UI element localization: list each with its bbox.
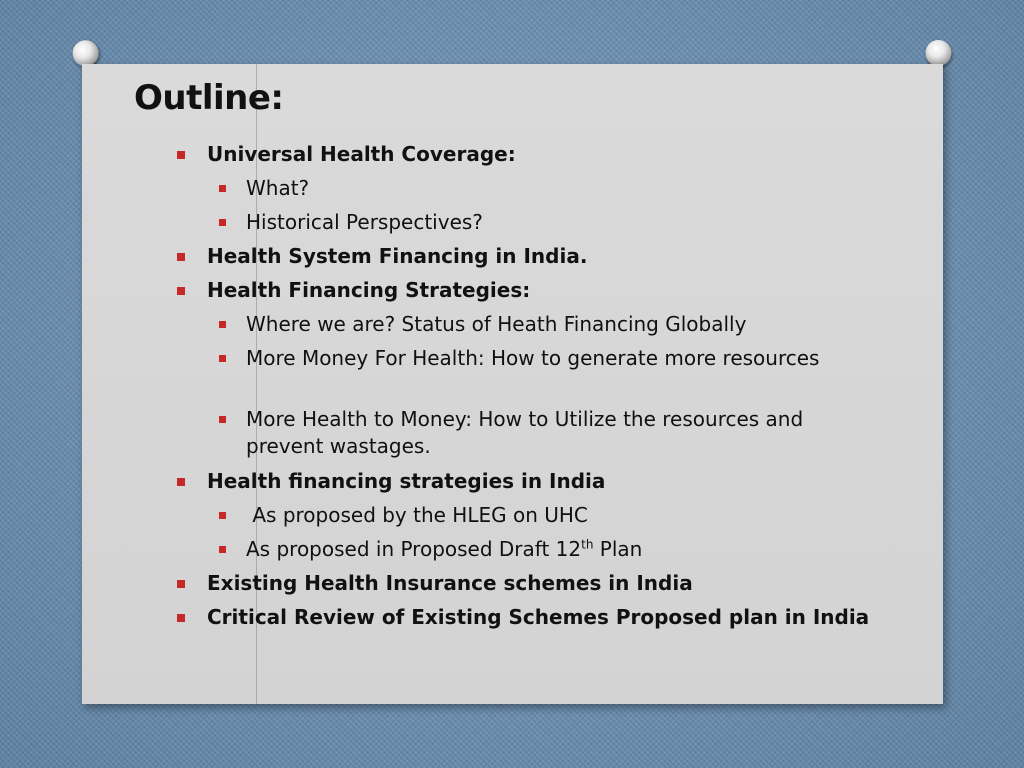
outline-item-text: As proposed by the HLEG on UHC <box>246 503 588 527</box>
outline-item <box>177 604 877 631</box>
slide-title: Outline: <box>134 78 284 118</box>
square-bullet-icon <box>177 478 185 486</box>
slide-card <box>82 64 943 704</box>
outline-list <box>82 64 943 704</box>
outline-item-text-tail: Plan <box>593 537 643 561</box>
outline-item-text: More Money For Health: How to generate more resources <box>246 346 820 370</box>
outline-item-text: What? <box>246 176 310 200</box>
outline-item-text <box>246 536 642 563</box>
outline-subitem <box>219 406 879 460</box>
outline-item <box>177 243 877 270</box>
outline-item <box>177 277 877 304</box>
outline-item-text: Historical Perspectives? <box>246 210 483 234</box>
outline-item-text: Health System Financing in India. <box>207 244 588 268</box>
outline-item-text: Universal Health Coverage: <box>207 142 516 166</box>
outline-item <box>177 570 877 597</box>
outline-subitem <box>219 345 879 372</box>
square-bullet-icon <box>177 151 185 159</box>
outline-subitem <box>219 502 879 529</box>
square-bullet-icon <box>219 355 226 362</box>
square-bullet-icon <box>219 546 226 553</box>
square-bullet-icon <box>177 580 185 588</box>
ordinal-suffix: th <box>581 537 594 552</box>
outline-item-text-main: As proposed in Proposed Draft 12 <box>246 537 582 561</box>
outline-subitem <box>219 536 879 563</box>
outline-subitem <box>219 311 879 338</box>
square-bullet-icon <box>219 321 226 328</box>
outline-subitem <box>219 209 879 236</box>
square-bullet-icon <box>177 287 185 295</box>
square-bullet-icon <box>177 253 185 261</box>
outline-item-text: Existing Health Insurance schemes in India <box>207 571 693 595</box>
outline-item-text: Health financing strategies in India <box>207 469 606 493</box>
square-bullet-icon <box>177 614 185 622</box>
outline-item <box>177 141 877 168</box>
outline-item <box>177 468 877 495</box>
outline-item-text: Critical Review of Existing Schemes Proposed plan in India <box>207 605 870 629</box>
square-bullet-icon <box>219 416 226 423</box>
square-bullet-icon <box>219 512 226 519</box>
outline-item-text: Where we are? Status of Heath Financing Globally <box>246 312 747 336</box>
outline-item-text: Health Financing Strategies: <box>207 278 531 302</box>
square-bullet-icon <box>219 185 226 192</box>
outline-item-text: More Health to Money: How to Utilize the resources and prevent wastages. <box>246 407 804 458</box>
outline-subitem <box>219 175 879 202</box>
square-bullet-icon <box>219 219 226 226</box>
